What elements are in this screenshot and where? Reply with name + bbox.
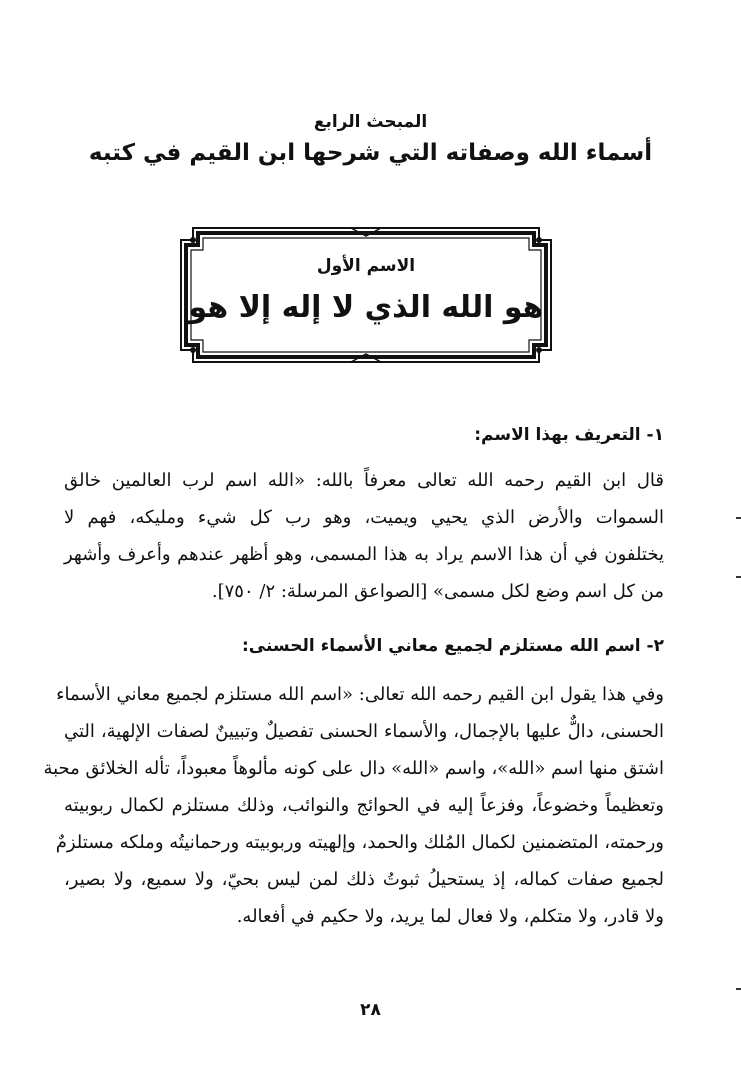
paragraph-line: ورحمته، المتضمنين لكمال المُلك والحمد، وإلهيته وربوبيته ورحمانيتُه وملكه مستلزمٌ <box>55 832 664 853</box>
paragraph-line: الحسنى، دالٌّ عليها بالإجمال، والأسماء الحسنى تفصيلٌ وتبيينٌ لصفات الإلهية، التي <box>64 721 664 742</box>
frame-title: هو الله الذي لا إله إلا هو <box>188 290 544 325</box>
scan-edge-mark <box>736 576 741 578</box>
subheading-names-meanings: ٢- اسم الله مستلزم لجميع معاني الأسماء الحسنى: <box>242 636 664 656</box>
paragraph-line: قال ابن القيم رحمه الله تعالى معرفاً بالله: «الله اسم لرب العالمين خالق <box>64 470 664 491</box>
paragraph-definition <box>64 462 664 610</box>
paragraph-line: وتعظيماً وخضوعاً، وفزعاً إليه في الحوائج والنوائب، وذلك مستلزم لكمال ربوبيته <box>64 795 664 816</box>
scan-edge-mark <box>736 988 741 990</box>
chapter-title: أسماء الله وصفاته التي شرحها ابن القيم في كتبه <box>88 140 653 166</box>
page-number: ٢٨ <box>360 1000 381 1020</box>
paragraph-line: ولا قادر، ولا متكلم، ولا فعال لما يريد، ولا حكيم في أفعاله. <box>236 906 664 927</box>
ornamental-frame <box>179 226 553 364</box>
subheading-definition: ١- التعريف بهذا الاسم: <box>474 425 664 445</box>
paragraph-line: السموات والأرض الذي يحيي ويميت، وهو رب كل شيء ومليكه، فهم لا <box>64 507 664 528</box>
paragraph-line: وفي هذا يقول ابن القيم رحمه الله تعالى: «اسم الله مستلزم لجميع معاني الأسماء <box>56 684 664 705</box>
paragraph-names-meanings <box>43 676 664 935</box>
paragraph-line: لجميع صفات كماله، إذ يستحيلُ ثبوتُ ذلك لمن ليس بحيّ، ولا سميع، ولا بصير، <box>64 869 664 890</box>
paragraph-line: اشتق منها اسم «الله»، واسم «الله» دال على كونه مألوهاً معبوداً، تأله الخلائق محبة <box>43 758 664 779</box>
paragraph-line: من كل اسم وضع لكل مسمى» [الصواعق المرسلة: ٢/ ٧٥٠]. <box>211 581 664 602</box>
frame-subtitle: الاسم الأول <box>316 256 416 276</box>
paragraph-line: يختلفون في أن هذا الاسم يراد به هذا المسمى، وهو أظهر عندهم وأعرف وأشهر <box>64 544 664 565</box>
scan-edge-mark <box>736 517 741 519</box>
section-label: المبحث الرابع <box>313 112 428 132</box>
